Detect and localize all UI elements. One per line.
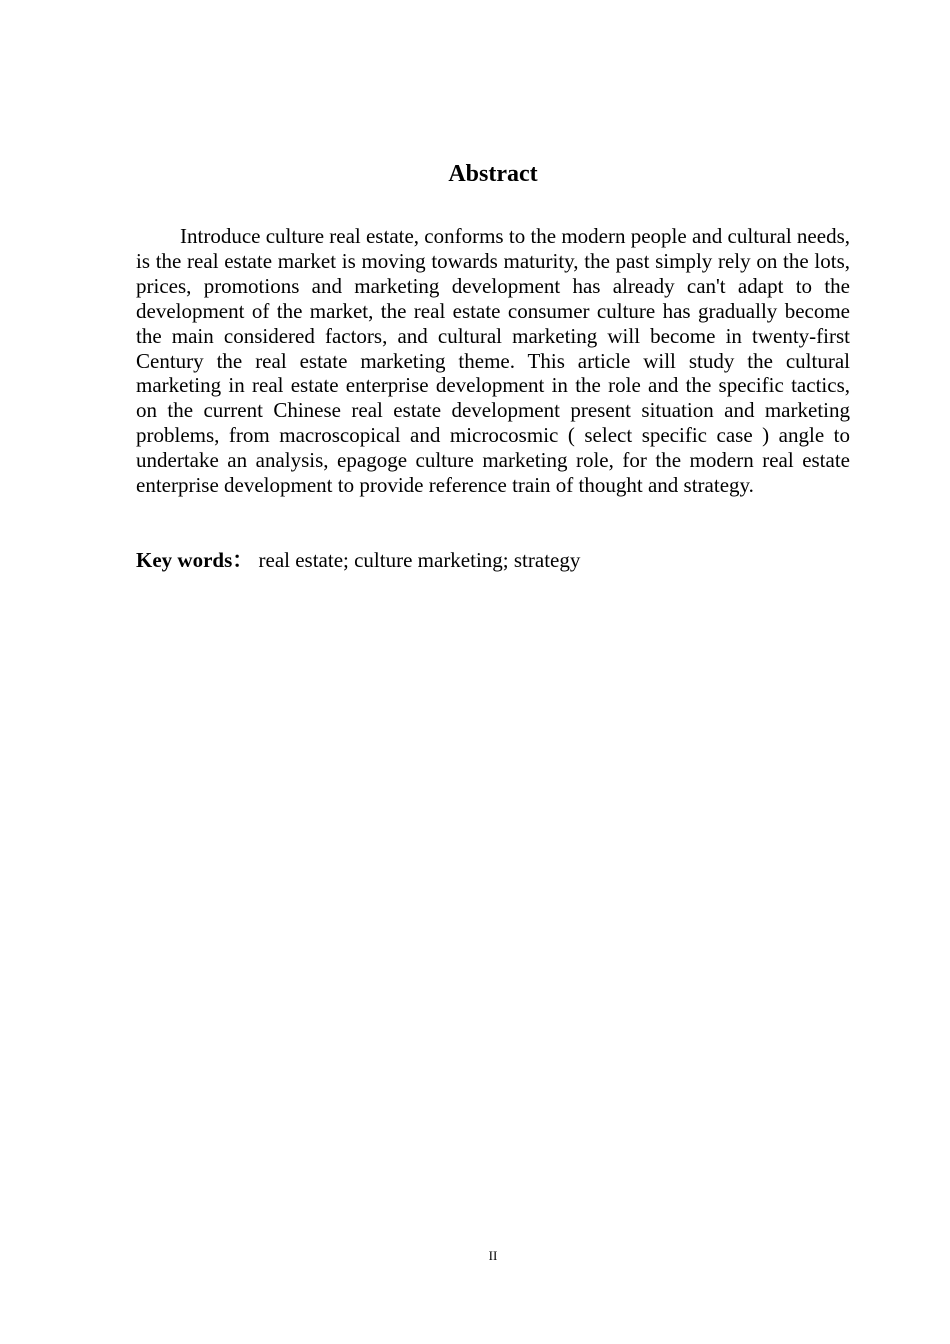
keywords-label: Key words： [136,548,254,572]
keywords-value: real estate; culture marketing; strategy [258,548,581,572]
page-number: II [488,1248,498,1263]
keywords-line [136,547,850,573]
abstract-body: Introduce culture real estate, conforms to the modern people and cultural needs, is the real estate market is moving towards maturity, the past simply rely on the lots, prices, promotions and marketing development has already can't adapt to the development of the market, the real estate consumer culture has gradually become the main considered factors, and cultural marketing will become in twenty-first Century the real estate marketing theme. This article will study the cultural marketing in real estate enterprise development in the role and the specific tactics, on the current Chinese real estate development present situation and marketing problems, from macroscopical and microcosmic ( select specific case ) angle to undertake an analysis, epagoge culture marketing role, for the modern real estate enterprise development to provide reference train of thought and strategy. [136,224,850,498]
abstract-title: Abstract [448,161,538,187]
